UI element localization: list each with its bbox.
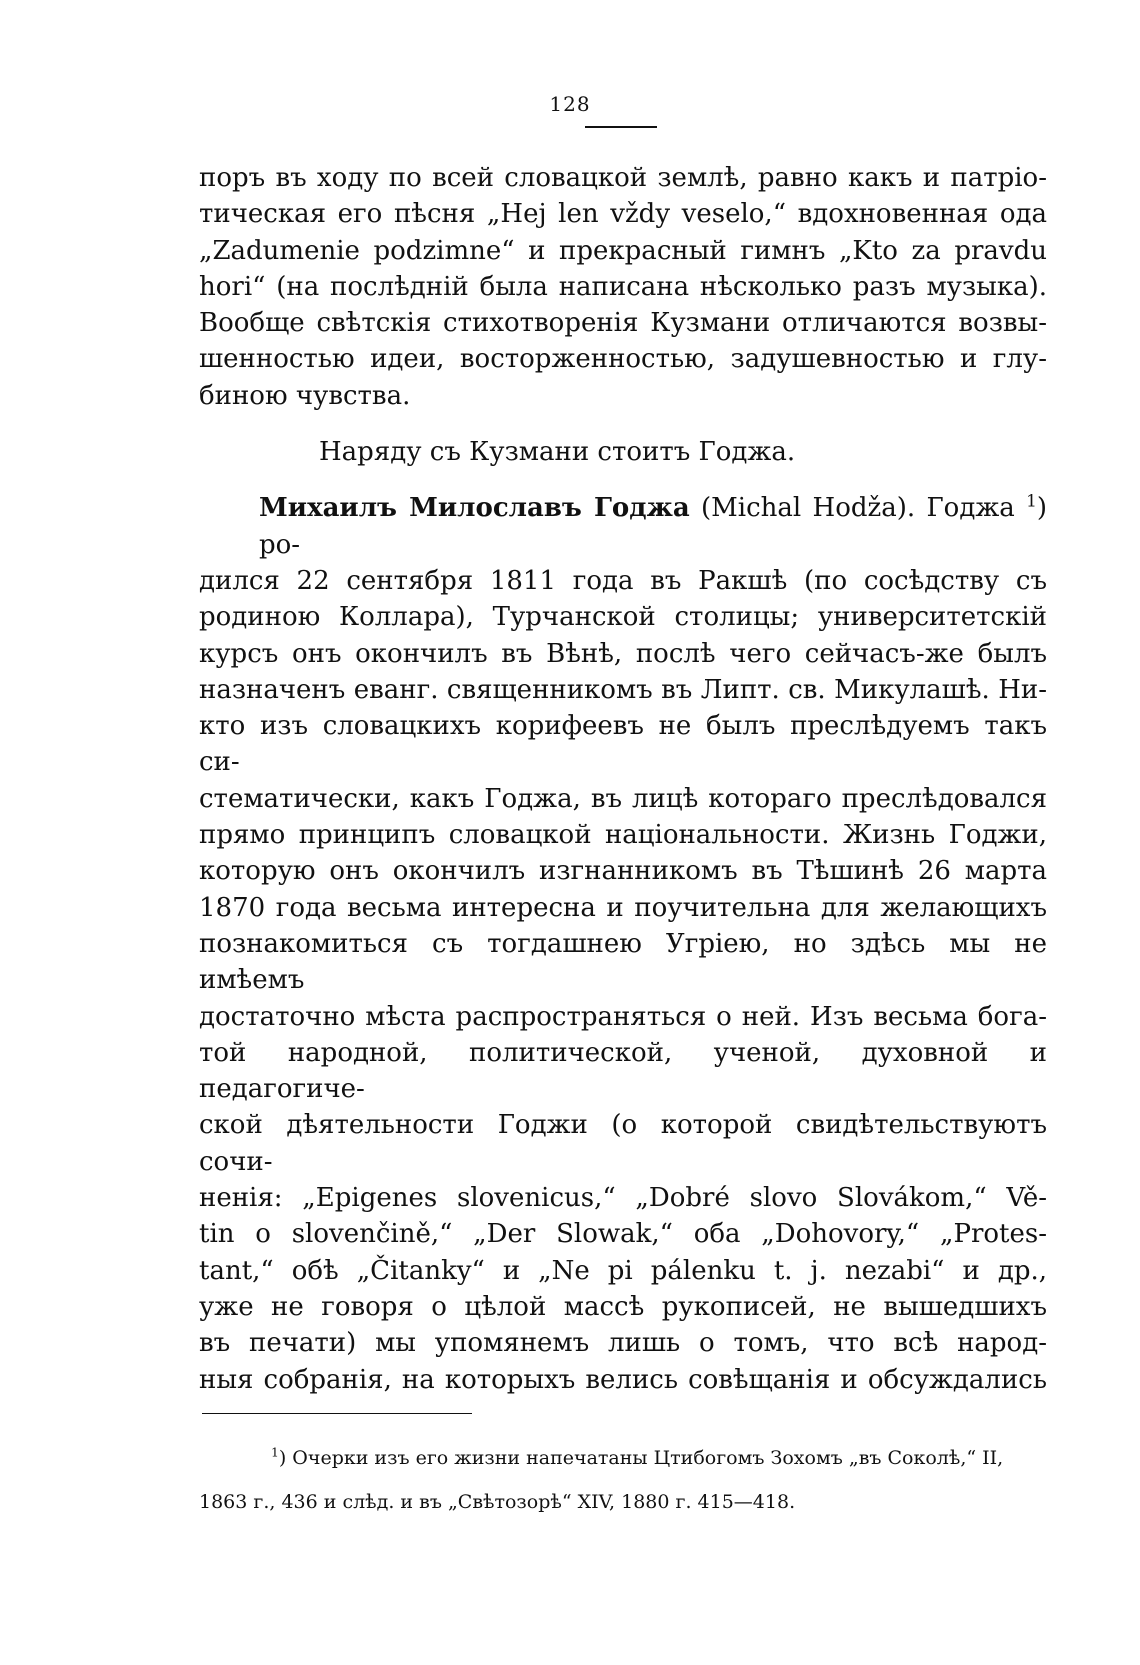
person-name: Михаилъ Милославъ Годжа [259, 493, 690, 524]
text-line: ской дѣятельности Годжи (о которой свидѣтельствуютъ сочи- [199, 1110, 1047, 1177]
footnote-reference: 1 [1026, 490, 1037, 511]
text-line: биною чувства. [199, 380, 411, 411]
text-line: тическая его пѣсня „Hej len vždy veselo,“ вдохновенная ода [199, 199, 1047, 230]
text-line: Вообще свѣтскія стихотворенія Кузмани отличаются возвы- [199, 308, 1047, 339]
text-line: дился 22 сентября 1811 года въ Ракшѣ (по сосѣдству съ [199, 565, 1047, 596]
footnote-separator [202, 1413, 472, 1414]
paragraph-gap [199, 470, 1047, 490]
footnote-line [199, 1436, 1047, 1480]
text-line-first [199, 490, 1047, 563]
text-line: 1870 года весьма интересна и поучительна для желающихъ [199, 892, 1047, 923]
text-fragment: (Michal Hodža). Годжа [689, 493, 1027, 524]
page-number: 128 [549, 92, 591, 116]
text-line: уже не говоря о цѣлой массѣ рукописей, не вышедшихъ [199, 1291, 1047, 1322]
text-line: „Zadumenie podzimne“ и прекрасный гимнъ „Kto za pravdu [199, 235, 1047, 266]
text-line: шенностью идеи, восторженностью, задушевностью и глу- [199, 344, 1047, 375]
text-line: родиною Коллара), Турчанской столицы; университетскій [199, 602, 1047, 633]
text-line: которую онъ окончилъ изгнанникомъ въ Тѣшинѣ 26 марта [199, 856, 1047, 887]
footnote [199, 1436, 1047, 1524]
text-line: Наряду съ Кузмани стоитъ Годжа. [319, 437, 796, 468]
paragraph-2 [199, 434, 1047, 470]
text-line: tin o slovenčině,“ „Der Slowak,“ оба „Dohovory,“ „Protes- [199, 1219, 1047, 1250]
paragraph-gap [199, 414, 1047, 434]
text-line: назначенъ еванг. священникомъ въ Липт. св. Микулашѣ. Ни- [199, 674, 1047, 705]
footnote-mark: 1 [271, 1445, 279, 1460]
text-line: кто изъ словацкихъ корифеевъ не былъ преслѣдуемъ такъ си- [199, 711, 1047, 778]
text-line: той народной, политической, ученой, духовной и педагогиче- [199, 1037, 1047, 1105]
text-line: стематически, какъ Годжа, въ лицѣ котораго преслѣдовался [199, 783, 1047, 814]
paragraph-1 [199, 160, 1047, 414]
text-line: ненія: „Epigenes slovenicus,“ „Dobré slovo Slovákom,“ Vě- [199, 1183, 1047, 1214]
text-line: познакомиться съ тогдашнею Угріею, но здѣсь мы не имѣемъ [199, 928, 1047, 996]
text-line: въ печати) мы упомянемъ лишь о томъ, что всѣ народ- [199, 1328, 1047, 1359]
text-fragment: ) ро- [259, 493, 1047, 560]
text-line: ныя собранія, на которыхъ велись совѣщанія и обсуждались [199, 1364, 1047, 1395]
paragraph-3 [199, 490, 1047, 1397]
footnote-line: 1863 г., 436 и слѣд. и въ „Свѣтозорѣ“ XIV, 1880 г. 415—418. [199, 1491, 796, 1513]
text-line: прямо принципъ словацкой національности. Жизнь Годжи, [199, 820, 1047, 851]
page-number-underline [585, 126, 657, 128]
text-line: курсъ онъ окончилъ въ Вѣнѣ, послѣ чего сейчасъ-же былъ [199, 638, 1047, 669]
main-text [199, 160, 1047, 1398]
text-line: tant,“ обѣ „Čitanky“ и „Ne pi pálenku t. j. nezabi“ и др., [199, 1255, 1047, 1286]
text-line: hori“ (на послѣдній была написана нѣсколько разъ музыка). [199, 271, 1047, 302]
text-line: поръ въ ходу по всей словацкой землѣ, равно какъ и патріо- [199, 163, 1047, 193]
text-line: достаточно мѣста распространяться о ней. Изъ весьма бога- [199, 1001, 1047, 1032]
footnote-text: ) Очерки изъ его жизни напечатаны Цтибогомъ Зохомъ „въ Соколѣ,“ II, [278, 1447, 1004, 1469]
